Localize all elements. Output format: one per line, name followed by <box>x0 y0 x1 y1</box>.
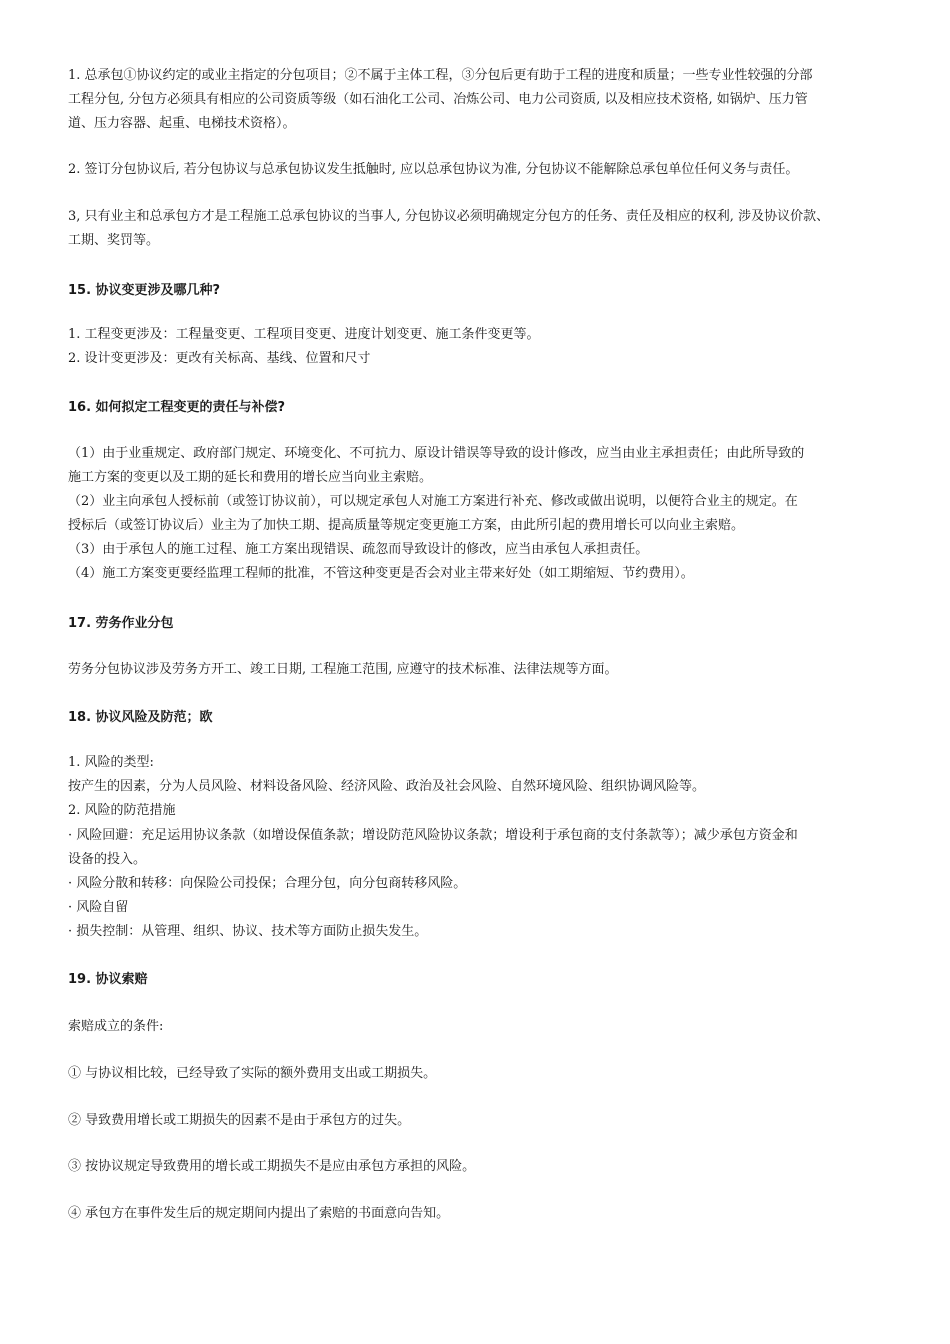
paragraph-line: 索赔成立的条件: <box>68 1019 164 1034</box>
paragraph-line: 2. 签订分包协议后, 若分包协议与总承包协议发生抵触时, 应以总承包协议为准, 分包协议不能解除总承包单位任何义务与责任。 <box>68 162 799 177</box>
paragraph-line: 道、压力容器、起重、电梯技术资格）。 <box>68 116 296 131</box>
section-heading: 16. 如何拟定工程变更的责任与补偿? <box>68 400 286 415</box>
paragraph-line: （4）施工方案变更要经监理工程师的批准，不管这种变更是否会对业主带来好处（如工期缩短、节约费用）。 <box>68 566 694 581</box>
paragraph-line: · 风险回避：充足运用协议条款（如增设保值条款；增设防范风险协议条款；增设利于承包商的支付条款等）；减少承包方资金和 <box>68 828 798 843</box>
list-item: ② 导致费用增长或工期损失的因素不是由于承包方的过失。 <box>68 1113 411 1128</box>
paragraph-line: 施工方案的变更以及工期的延长和费用的增长应当向业主索赔。 <box>68 470 433 485</box>
section-heading: 15. 协议变更涉及哪几种? <box>68 283 221 298</box>
paragraph-line: （1）由于业重规定、政府部门规定、环境变化、不可抗力、原设计错误等导致的设计修改，应当由业主承担责任；由此所导致的 <box>68 446 805 461</box>
paragraph-line: 1. 风险的类型: <box>68 755 154 770</box>
list-item: 1. 工程变更涉及：工程量变更、工程项目变更、进度计划变更、施工条件变更等。 <box>68 327 540 342</box>
paragraph-line: 劳务分包协议涉及劳务方开工、竣工日期, 工程施工范围, 应遵守的技术标准、法律法规等方面。 <box>68 662 618 677</box>
section-heading: 19. 协议索赔 <box>68 972 148 987</box>
section-heading: 18. 协议风险及防范；欧 <box>68 710 213 725</box>
paragraph-line: 1. 总承包①协议约定的或业主指定的分包项目；②不属于主体工程，③分包后更有助于工程的进度和质量；一些专业性较强的分部 <box>68 68 813 83</box>
paragraph-line: · 风险自留 <box>68 900 129 915</box>
paragraph-line: 2. 风险的防范措施 <box>68 803 176 818</box>
paragraph-line: · 损失控制：从管理、组织、协议、技术等方面防止损失发生。 <box>68 924 428 939</box>
list-item: ④ 承包方在事件发生后的规定期间内提出了索赔的书面意向告知。 <box>68 1206 450 1221</box>
paragraph-line: 3, 只有业主和总承包方才是工程施工总承包协议的当事人, 分包协议必须明确规定分包方的任务、责任及相应的权利, 涉及协议价款、 <box>68 209 830 224</box>
list-item: 2. 设计变更涉及：更改有关标高、基线、位置和尺寸 <box>68 351 371 366</box>
list-item: ③ 按协议规定导致费用的增长或工期损失不是应由承包方承担的风险。 <box>68 1159 476 1174</box>
paragraph-line: · 风险分散和转移：向保险公司投保；合理分包，向分包商转移风险。 <box>68 876 467 891</box>
paragraph-line: 工程分包, 分包方必须具有相应的公司资质等级（如石油化工公司、冶炼公司、电力公司资质, 以及相应技术资格, 如锅炉、压力管 <box>68 92 808 107</box>
list-item: ① 与协议相比较，已经导致了实际的额外费用支出或工期损失。 <box>68 1066 437 1081</box>
paragraph-line: 授标后（或签订协议后）业主为了加快工期、提高质量等规定变更施工方案，由此所引起的费用增长可以向业主索赔。 <box>68 518 745 533</box>
section-heading: 17. 劳务作业分包 <box>68 616 174 631</box>
paragraph-line: 设备的投入。 <box>68 852 147 867</box>
paragraph-line: （2）业主向承包人授标前（或签订协议前），可以规定承包人对施工方案进行补充、修改或做出说明，以便符合业主的规定。在 <box>68 494 798 509</box>
paragraph-line: 按产生的因素，分为人员风险、材料设备风险、经济风险、政治及社会风险、自然环境风险、组织协调风险等。 <box>68 779 706 794</box>
paragraph-line: 工期、奖罚等。 <box>68 233 160 248</box>
paragraph-line: （3）由于承包人的施工过程、施工方案出现错误、疏忽而导致设计的修改，应当由承包人承担责任。 <box>68 542 649 557</box>
